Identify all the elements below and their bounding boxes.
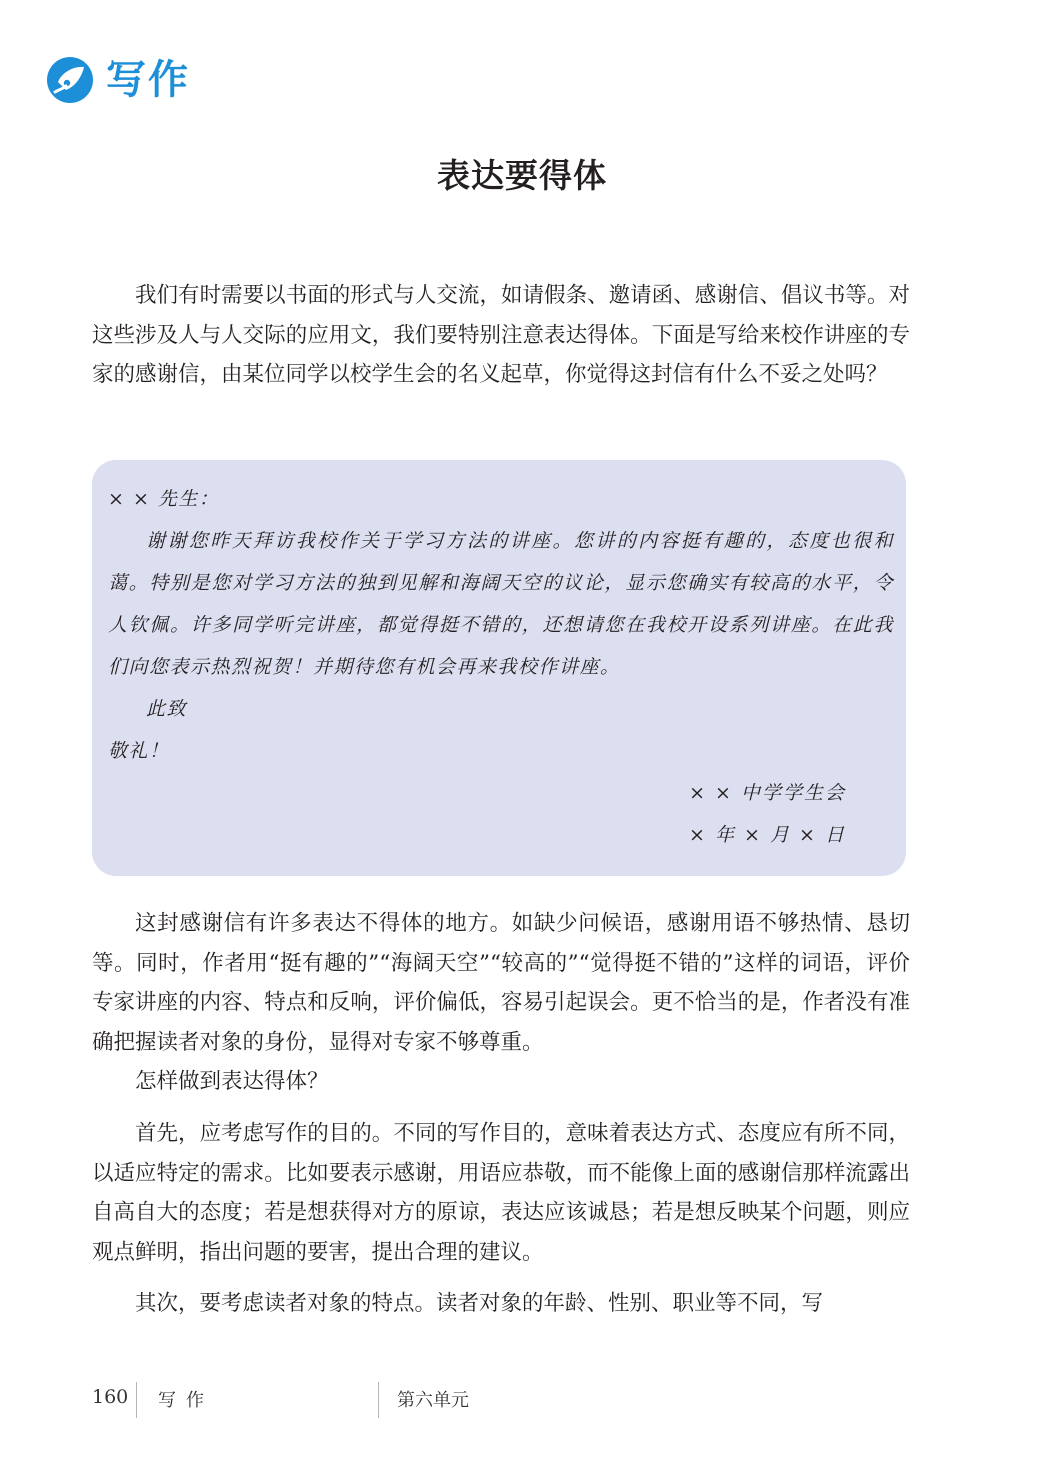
footer-divider	[378, 1382, 379, 1418]
letter-date: × 年 × 月 × 日	[689, 824, 846, 846]
sample-letter	[92, 460, 906, 876]
analysis-paragraph: 这封感谢信有许多表达不得体的地方。如缺少问候语，感谢用语不够热情、恳切等。同时，作者用“挺有趣的”“海阔天空”“较高的”“觉得挺不错的”这样的词语，评价专家讲座的内容、特点和反响，评价偏低，容易引起误会。更不恰当的是，作者没有准确把握读者对象的身份，显得对专家不够尊重。	[92, 911, 910, 1055]
page-number: 160	[92, 1386, 129, 1408]
first-point-paragraph: 首先，应考虑写作的目的。不同的写作目的，意味着表达方式、态度应有所不同，以适应特定的需求。比如要表示感谢，用语应恭敬，而不能像上面的感谢信那样流露出自高自大的态度；若是想获得对方的原谅，表达应该诚恳；若是想反映某个问题，则应观点鲜明，指出问题的要害，提出合理的建议。	[92, 1121, 910, 1265]
footer-unit: 第六单元	[397, 1390, 469, 1411]
second-point-paragraph: 其次，要考虑读者对象的特点。读者对象的年龄、性别、职业等不同，写	[135, 1291, 824, 1316]
footer-section: 写作	[158, 1390, 214, 1411]
letter-salutation: × × 先生：	[108, 488, 220, 510]
section-header	[46, 52, 190, 108]
pen-nib-icon	[46, 56, 94, 104]
footer-divider	[136, 1382, 137, 1418]
letter-body: 谢谢您昨天拜访我校作关于学习方法的讲座。您讲的内容挺有趣的，态度也很和蔼。特别是您对学习方法的独到见解和海阔天空的议论，显示您确实有较高的水平，令人钦佩。许多同学听完讲座，都觉得挺不错的，还想请您在我校开设系列讲座。在此我们向您表示热烈祝贺！并期待您有机会再来我校作讲座。	[108, 530, 894, 678]
intro-paragraph: 我们有时需要以书面的形式与人交流，如请假条、邀请函、感谢信、倡议书等。对这些涉及人与人交际的应用文，我们要特别注意表达得体。下面是写给来校作讲座的专家的感谢信，由某位同学以校学生会的名义起草，你觉得这封信有什么不妥之处吗？	[92, 283, 910, 387]
question-paragraph: 怎样做到表达得体？	[135, 1069, 329, 1094]
page-footer	[0, 1382, 1044, 1418]
section-label: 写作	[106, 57, 190, 103]
letter-closing-2: 敬礼！	[108, 740, 170, 762]
letter-closing-1: 此致	[146, 698, 188, 720]
article-title: 表达要得体	[437, 156, 607, 195]
letter-signature: × × 中学学生会	[689, 782, 846, 804]
